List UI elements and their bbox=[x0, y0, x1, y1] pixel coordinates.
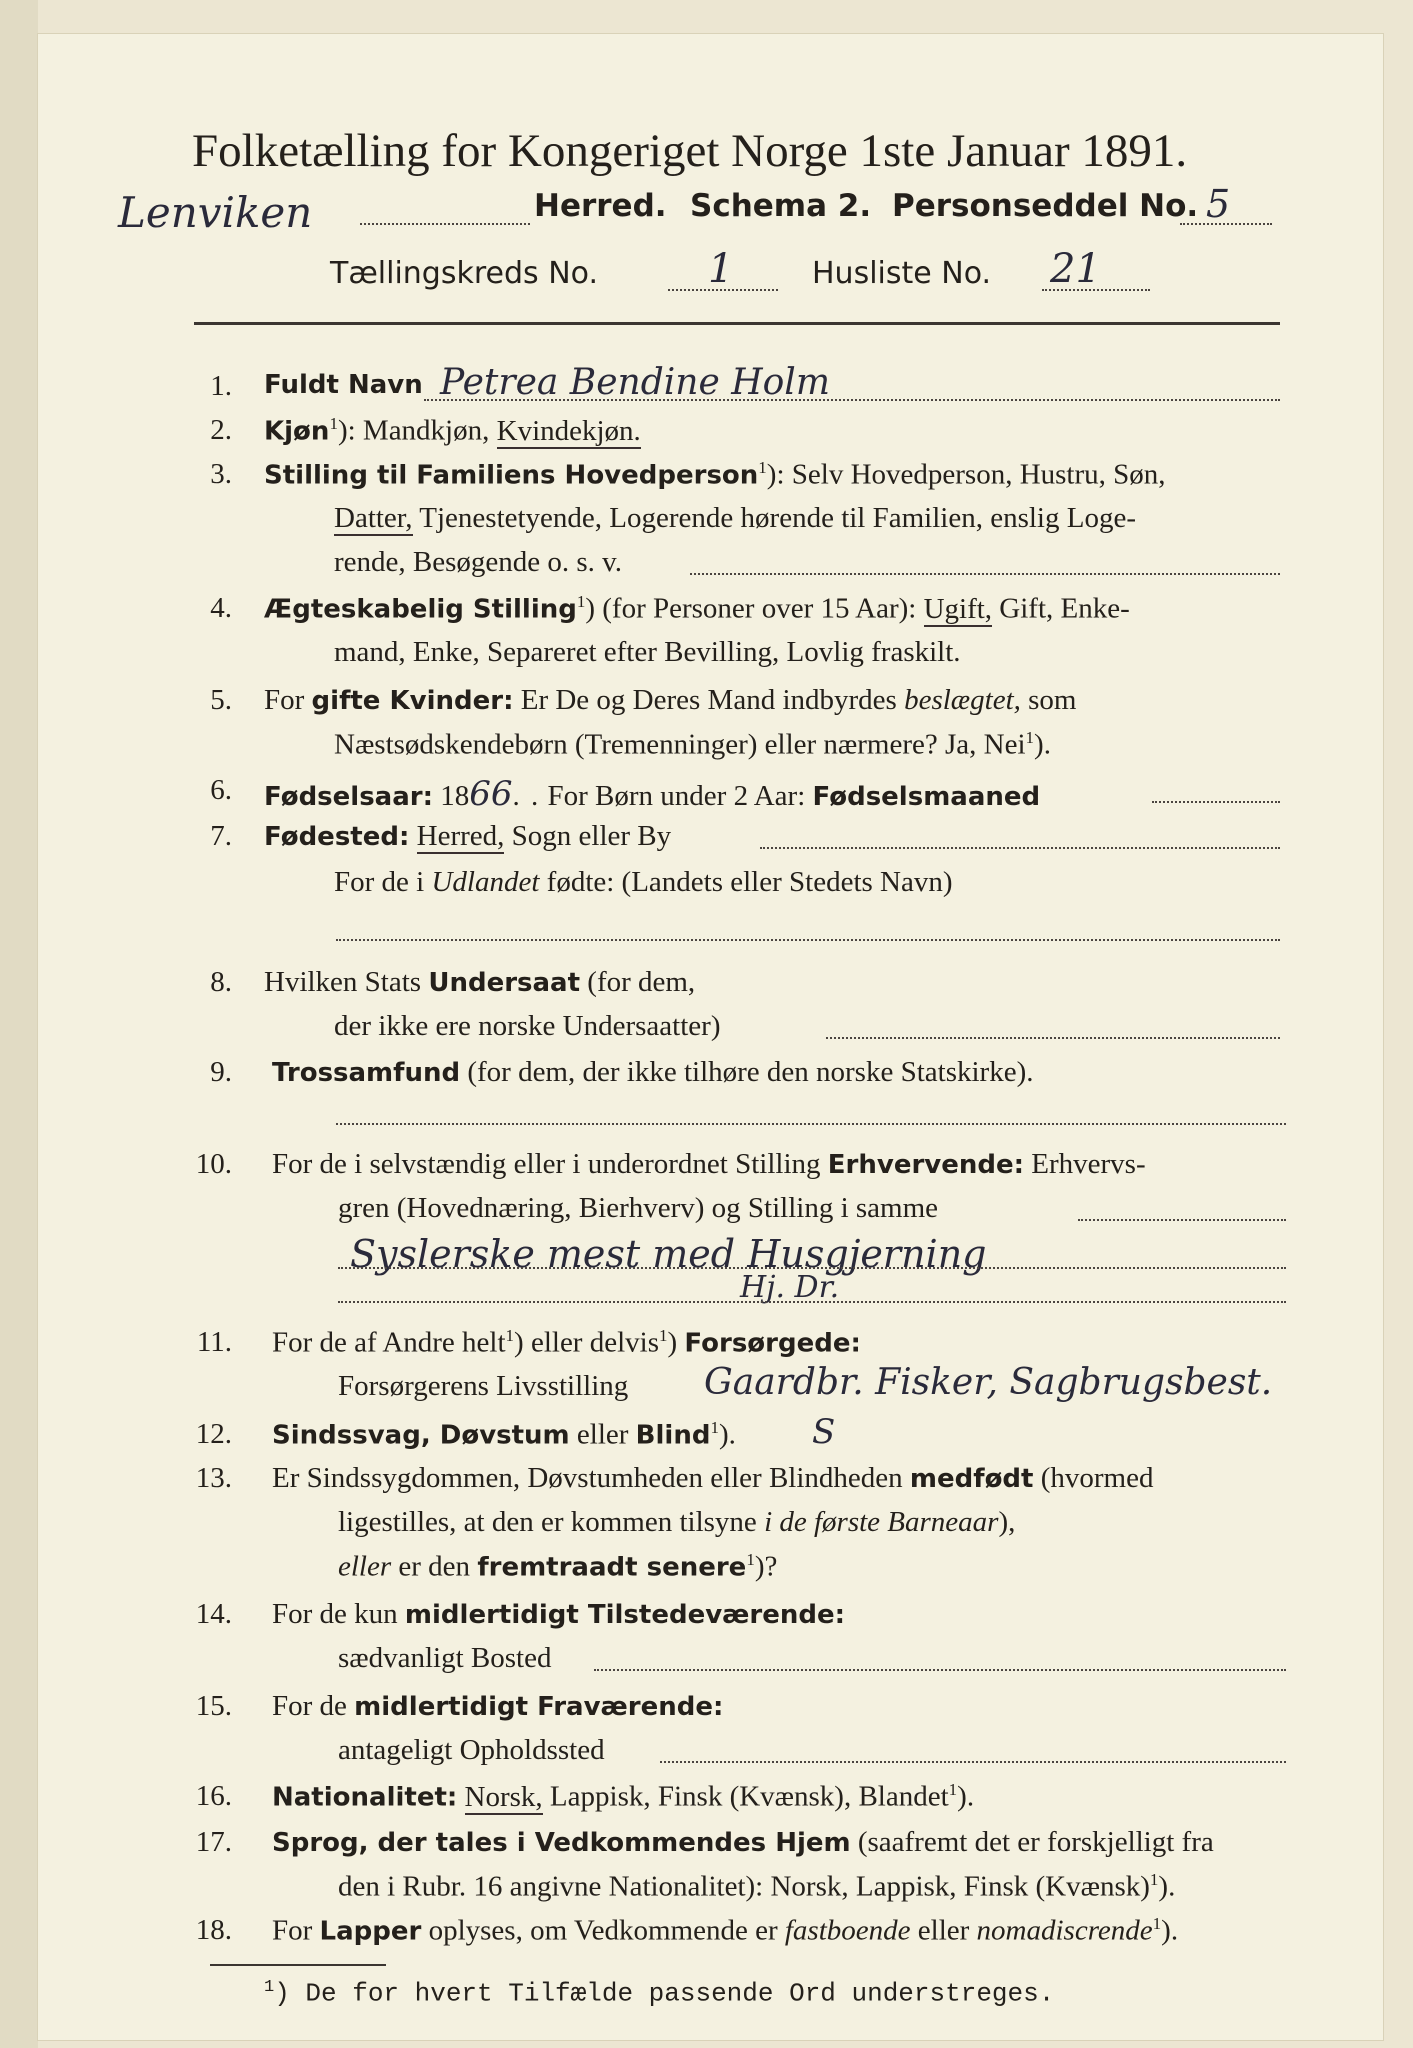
q9-text-a: (for dem, der ikke tilhøre den norske Statskirke). bbox=[460, 1056, 1034, 1088]
q9-dots bbox=[336, 1122, 1286, 1125]
q1-label: Fuldt Navn bbox=[264, 370, 423, 400]
q12-label: Sindssvag, Døvstum bbox=[272, 1420, 570, 1451]
q8-text-b: (for dem, bbox=[580, 966, 696, 998]
q4-text-a: ) (for Personer over 15 Aar): bbox=[585, 592, 924, 625]
q2-text-a: ): Mandkjøn, bbox=[337, 414, 497, 447]
schema-label: Schema 2. bbox=[690, 188, 872, 224]
q13-sup: 1 bbox=[746, 1550, 755, 1569]
q7-text-e: fødte: (Landets eller Stedets Navn) bbox=[539, 866, 953, 898]
q5-text-a: For bbox=[264, 684, 312, 716]
q11-text-d: Forsørgerens Livsstilling bbox=[338, 1370, 629, 1402]
q13-text-e: ), bbox=[998, 1506, 1016, 1538]
q17-number: 17. bbox=[195, 1826, 232, 1858]
q13-text-d: i de første Barneaar bbox=[764, 1506, 999, 1538]
q3-text-a: ): Selv Hovedperson, Hustru, Søn, bbox=[766, 458, 1166, 491]
q17-text-c: ). bbox=[1158, 1870, 1176, 1903]
q7-extra-dots bbox=[336, 938, 1280, 941]
q6-dots bbox=[1152, 800, 1280, 803]
husliste-label: Husliste No. bbox=[812, 256, 992, 291]
q10-occupation-value: Syslerske mest med Husgjerning bbox=[350, 1232, 987, 1276]
q3-sup: 1 bbox=[758, 458, 767, 477]
q6-text-a: For Børn under 2 Aar: bbox=[540, 780, 813, 812]
q3-text-d: rende, Besøgende o. s. v. bbox=[334, 546, 623, 578]
q10-dots bbox=[1078, 1218, 1286, 1221]
q18-nomadiscrende: nomadiscrende bbox=[976, 1914, 1153, 1947]
q10-text-a: For de i selvstændig eller i underordnet Stilling bbox=[272, 1148, 828, 1180]
q8-label: Undersaat bbox=[428, 968, 581, 998]
q16-text-b: Lappisk, Finsk (Kvænsk), Blandet bbox=[542, 1780, 949, 1813]
kreds-dots bbox=[668, 288, 778, 291]
q6-year-value: 66 bbox=[469, 774, 513, 814]
q18-text-f: ). bbox=[1161, 1914, 1179, 1947]
q6-label2: Fødselsmaaned bbox=[812, 782, 1041, 812]
q9-label: Trossamfund bbox=[272, 1058, 461, 1088]
q4-sup: 1 bbox=[576, 592, 586, 611]
q8-text-c: der ikke ere norske Undersaatter) bbox=[334, 1010, 721, 1042]
q17-label: Sprog, der tales i Vedkommendes Hjem bbox=[272, 1828, 851, 1858]
personseddel-value: 5 bbox=[1206, 182, 1231, 226]
q1-dots bbox=[424, 398, 1280, 401]
q5-text-d: som bbox=[1020, 684, 1077, 716]
q5-label: gifte Kvinder: bbox=[311, 686, 514, 716]
q5-text-b: Er De og Deres Mand indbyrdes bbox=[513, 684, 905, 716]
q2-sup: 1 bbox=[329, 414, 338, 433]
q15-text-b: antageligt Opholdssted bbox=[338, 1734, 605, 1766]
q12-number: 12. bbox=[195, 1418, 232, 1450]
q11-text-c: ) bbox=[667, 1326, 685, 1359]
q12-label2: Blind bbox=[635, 1420, 711, 1451]
q14-label: midlertidigt Tilstedeværende: bbox=[404, 1600, 846, 1630]
q3-label: Stilling til Familiens Hovedperson bbox=[264, 460, 759, 491]
q4-number: 4. bbox=[210, 592, 232, 624]
q1-name-value: Petrea Bendine Holm bbox=[440, 362, 830, 403]
q14-dots bbox=[594, 1668, 1286, 1671]
q13-text-b: (hvormed bbox=[1033, 1462, 1154, 1494]
q13-text-h: )? bbox=[754, 1550, 778, 1583]
footnote-rule bbox=[210, 1964, 386, 1966]
herred-value: Lenviken bbox=[118, 188, 313, 237]
husliste-value: 21 bbox=[1050, 246, 1101, 292]
q11-sup: 1 bbox=[505, 1326, 515, 1345]
q5-sup: 1 bbox=[1025, 728, 1035, 747]
header-separator bbox=[194, 322, 1280, 325]
q13-text-g: er den bbox=[391, 1550, 478, 1583]
q10-label: Erhvervende: bbox=[827, 1150, 1025, 1180]
q15-label: midlertidigt Fraværende: bbox=[354, 1692, 724, 1722]
q16-text-c: ). bbox=[957, 1780, 975, 1813]
q10-text-c: gren (Hovednæring, Bierhverv) og Stilling i samme bbox=[338, 1192, 939, 1224]
q10-number: 10. bbox=[195, 1148, 232, 1180]
q15-dots bbox=[660, 1760, 1286, 1763]
q16-sup: 1 bbox=[948, 1780, 958, 1799]
q4-text-d: mand, Enke, Separeret efter Bevilling, Lovlig fraskilt. bbox=[334, 636, 961, 668]
q8-dots bbox=[826, 1036, 1280, 1039]
q3-datter-underlined: Datter, bbox=[334, 502, 413, 534]
q2-number: 2. bbox=[210, 414, 232, 446]
kreds-value: 1 bbox=[708, 246, 734, 292]
q18-text-a: For bbox=[272, 1914, 320, 1947]
q5-text-e: Næstsødskendebørn (Tremenninger) eller nærmere? Ja, Nei bbox=[334, 728, 1026, 761]
q14-text-b: sædvanligt Bosted bbox=[338, 1642, 552, 1674]
q5-beslaegtet: beslægtet, bbox=[904, 684, 1021, 716]
q4-text-c: Gift, Enke- bbox=[992, 592, 1130, 625]
q11-label: Forsørgede: bbox=[684, 1328, 861, 1359]
q14-text-a: For de kun bbox=[272, 1598, 405, 1630]
q3-number: 3. bbox=[210, 458, 232, 490]
q10-text-b: Erhvervs- bbox=[1024, 1148, 1146, 1180]
q13-text-a: Er Sindssygdommen, Døvstumheden eller Blindheden bbox=[272, 1462, 910, 1494]
q13-number: 13. bbox=[195, 1462, 232, 1494]
q5-number: 5. bbox=[210, 684, 232, 716]
herred-dots bbox=[360, 222, 530, 225]
q11-number: 11. bbox=[196, 1326, 232, 1358]
q7-text-b: Sogn eller By bbox=[504, 820, 672, 852]
q7-dots bbox=[760, 846, 1280, 849]
q13-label2: fremtraadt senere bbox=[477, 1552, 747, 1583]
q15-text-a: For de bbox=[272, 1690, 355, 1722]
personseddel-dots bbox=[1180, 222, 1272, 225]
q12-text-b: ). bbox=[718, 1418, 736, 1451]
q10-dots-3 bbox=[338, 1300, 1286, 1303]
q18-text-d: eller bbox=[910, 1914, 977, 1947]
q7-number: 7. bbox=[210, 820, 232, 852]
q11-text-b: ) eller delvis bbox=[514, 1326, 659, 1359]
q18-text-b: oplyses, om Vedkommende er bbox=[421, 1914, 785, 1947]
q18-sup: 1 bbox=[1152, 1914, 1162, 1933]
q2-label: Kjøn bbox=[264, 416, 330, 447]
q4-label: Ægteskabelig Stilling bbox=[264, 594, 577, 625]
q7-udlandet: Udlandet bbox=[431, 866, 540, 898]
q17-text-b: den i Rubr. 16 angivne Nationalitet): Norsk, Lappisk, Finsk (Kvænsk) bbox=[338, 1870, 1150, 1903]
q14-number: 14. bbox=[195, 1598, 232, 1630]
q12-text-a: eller bbox=[569, 1418, 636, 1451]
footnote-text: ) De for hvert Tilfælde passende Ord understreges. bbox=[274, 1978, 1055, 2009]
q7-herred-underlined: Herred, bbox=[416, 820, 505, 852]
kreds-label: Tællingskreds No. bbox=[330, 256, 598, 291]
q3-dots bbox=[690, 572, 1280, 575]
q16-label: Nationalitet: bbox=[272, 1782, 458, 1813]
q12-value: S bbox=[812, 1412, 836, 1452]
q13-text-c: ligestilles, at den er kommen tilsyne bbox=[338, 1506, 765, 1538]
q7-text-c: For de i bbox=[334, 866, 432, 898]
q8-text-a: Hvilken Stats bbox=[264, 966, 429, 998]
q5-text-f: ). bbox=[1034, 728, 1051, 761]
q11-text-a: For de af Andre helt bbox=[272, 1326, 506, 1359]
q16-number: 16. bbox=[195, 1780, 232, 1812]
q18-number: 18. bbox=[195, 1914, 232, 1946]
q6-prefix: 18 bbox=[433, 780, 470, 812]
herred-label: Herred. bbox=[534, 188, 667, 224]
q17-sup: 1 bbox=[1149, 1870, 1159, 1889]
q3-text-c: Tjenestetyende, Logerende hørende til Familien, enslig Loge- bbox=[412, 502, 1136, 534]
q2-kvindekjon-underlined: Kvindekjøn. bbox=[496, 414, 641, 447]
q8-number: 8. bbox=[210, 966, 232, 998]
scan-edge bbox=[0, 0, 38, 2048]
husliste-dots bbox=[1042, 288, 1150, 291]
q15-number: 15. bbox=[195, 1690, 232, 1722]
q13-label: medfødt bbox=[909, 1464, 1034, 1494]
q11-sup-2: 1 bbox=[659, 1326, 668, 1345]
q18-label: Lapper bbox=[319, 1916, 422, 1947]
q16-norsk-underlined: Norsk, bbox=[464, 1780, 543, 1813]
q13-text-f: eller bbox=[338, 1550, 392, 1583]
personseddel-label: Personseddel No. bbox=[892, 188, 1199, 224]
q6-number: 6. bbox=[210, 774, 232, 806]
q18-fastboende: fastboende bbox=[784, 1914, 911, 1947]
q7-label: Fødested: bbox=[264, 822, 410, 852]
q10-dots-2 bbox=[338, 1266, 1286, 1269]
q1-number: 1. bbox=[210, 370, 232, 402]
form-title: Folketælling for Kongeriget Norge 1ste Januar 1891. bbox=[192, 125, 1188, 177]
q11-provider-value: Gaardbr. Fisker, Sagbrugsbest. bbox=[704, 1362, 1273, 1403]
q17-text-a: (saafremt det er forskjelligt fra bbox=[850, 1826, 1214, 1858]
q6-label: Fødselsaar: bbox=[264, 782, 433, 812]
footnote-sup: 1 bbox=[264, 1978, 275, 1997]
q10-secondary-value: Hj. Dr. bbox=[740, 1270, 840, 1305]
q4-ugift-underlined: Ugift, bbox=[923, 592, 993, 625]
q9-number: 9. bbox=[210, 1056, 232, 1088]
q12-sup: 1 bbox=[710, 1418, 719, 1437]
